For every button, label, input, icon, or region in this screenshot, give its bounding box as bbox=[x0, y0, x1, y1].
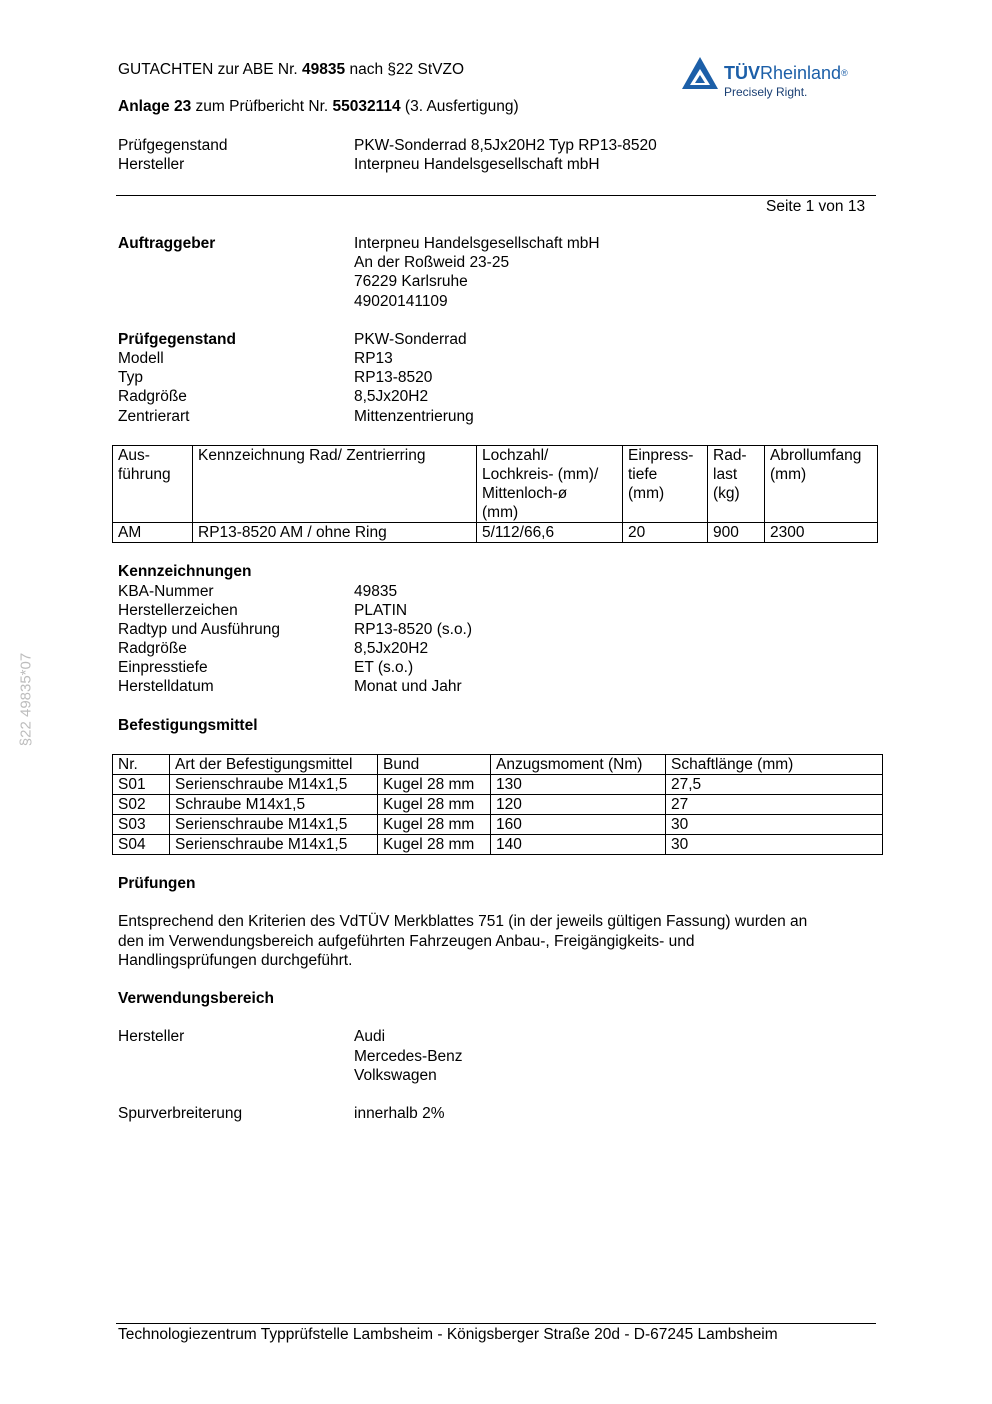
table-row bbox=[113, 815, 883, 835]
marking-row bbox=[118, 639, 878, 658]
report-title bbox=[118, 60, 464, 79]
usage-maker-value: Audi bbox=[354, 1028, 386, 1045]
tests-paragraph-line: Entsprechend den Kriterien des VdTÜV Merkblattes 751 (in der jeweils gültigen Fassung) wurden an bbox=[118, 913, 808, 930]
header-line: (mm) bbox=[628, 485, 665, 502]
header-cell: Nr. bbox=[113, 755, 170, 775]
marking-value: 49835 bbox=[354, 583, 398, 600]
table-cell: 160 bbox=[491, 815, 666, 835]
header-line: Abrollumfang bbox=[770, 447, 862, 464]
header-line: Rad- bbox=[713, 447, 747, 464]
table-row bbox=[113, 795, 883, 815]
marking-value: Monat und Jahr bbox=[354, 678, 462, 695]
test-object-value: PKW-Sonderrad bbox=[354, 331, 467, 348]
table-cell: Serienschraube M14x1,5 bbox=[170, 815, 378, 835]
header-cell: Bund bbox=[378, 755, 491, 775]
header-cell bbox=[113, 446, 193, 523]
header-line: last bbox=[713, 466, 738, 483]
marking-row bbox=[118, 620, 878, 639]
track-widening-value: innerhalb 2% bbox=[354, 1105, 445, 1122]
marking-value: 8,5Jx20H2 bbox=[354, 640, 429, 657]
client-name: Interpneu Handelsgesellschaft mbH bbox=[354, 235, 600, 252]
tests-paragraph-line: Handlingsprüfungen durchgeführt. bbox=[118, 952, 353, 969]
marking-value: RP13-8520 (s.o.) bbox=[354, 621, 473, 638]
marking-label: KBA-Nummer bbox=[118, 583, 214, 600]
header-line: Kennzeichnung Rad/ Zentrierring bbox=[198, 447, 426, 464]
markings-title: Kennzeichnungen bbox=[118, 563, 252, 580]
page-number: Seite 1 von 13 bbox=[766, 198, 866, 215]
tests-paragraph-line: den im Verwendungsbereich aufgeführten Fahrzeugen Anbau-, Freigängigkeits- und bbox=[118, 933, 695, 950]
header-cell bbox=[193, 446, 477, 523]
client-label: Auftraggeber bbox=[118, 235, 216, 252]
spec-row bbox=[118, 368, 878, 387]
table-cell: Kugel 28 mm bbox=[378, 795, 491, 815]
logo-registered: ® bbox=[841, 68, 848, 78]
table-row bbox=[113, 835, 883, 855]
header-cell: Anzugsmoment (Nm) bbox=[491, 755, 666, 775]
table-cell: 30 bbox=[666, 835, 883, 855]
wheel-spec-table bbox=[112, 445, 878, 543]
side-stamp-text: §22 49835*07 bbox=[17, 652, 35, 747]
copy-note: (3. Ausfertigung) bbox=[400, 98, 519, 115]
header-maker-row bbox=[118, 155, 878, 174]
tests-title: Prüfungen bbox=[118, 875, 196, 892]
usage-maker-label: Hersteller bbox=[118, 1028, 185, 1045]
appendix-label: Anlage 23 bbox=[118, 98, 192, 115]
table-cell: 140 bbox=[491, 835, 666, 855]
table-cell: Serienschraube M14x1,5 bbox=[170, 835, 378, 855]
maker-value: Interpneu Handelsgesellschaft mbH bbox=[354, 156, 600, 173]
title-prefix: GUTACHTEN zur ABE Nr. bbox=[118, 61, 303, 78]
client-street: An der Roßweid 23-25 bbox=[354, 254, 510, 271]
abe-number: 49835 bbox=[302, 61, 346, 78]
table-header-row bbox=[113, 755, 883, 775]
header-line: (mm) bbox=[482, 504, 519, 521]
header-cell: Art der Befestigungsmittel bbox=[170, 755, 378, 775]
marking-row bbox=[118, 658, 878, 677]
header-line: Aus- bbox=[118, 447, 150, 464]
appendix-line bbox=[118, 97, 519, 116]
table-cell: RP13-8520 AM / ohne Ring bbox=[193, 523, 477, 543]
table-cell: 900 bbox=[708, 523, 765, 543]
usage-maker-row bbox=[118, 1027, 878, 1046]
marking-row bbox=[118, 677, 878, 696]
fasteners-table bbox=[112, 754, 883, 855]
table-cell: 20 bbox=[623, 523, 708, 543]
footer-divider bbox=[116, 1323, 876, 1324]
spec-value: Mittenzentrierung bbox=[354, 408, 474, 425]
logo-brand bbox=[724, 63, 848, 83]
subject-label: Prüfgegenstand bbox=[118, 137, 228, 154]
table-cell: 130 bbox=[491, 775, 666, 795]
client-id: 49020141109 bbox=[354, 293, 448, 310]
table-cell: 2300 bbox=[765, 523, 878, 543]
table-cell: S03 bbox=[113, 815, 170, 835]
marking-label: Radtyp und Ausführung bbox=[118, 621, 281, 638]
table-cell: Serienschraube M14x1,5 bbox=[170, 775, 378, 795]
track-widening-label: Spurverbreiterung bbox=[118, 1105, 243, 1122]
spec-label: Zentrierart bbox=[118, 408, 190, 425]
header-line: (mm) bbox=[770, 466, 807, 483]
usage-maker-value: Mercedes-Benz bbox=[354, 1048, 463, 1065]
marking-value: ET (s.o.) bbox=[354, 659, 414, 676]
appendix-mid: zum Prüfbericht Nr. bbox=[191, 98, 333, 115]
spec-row bbox=[118, 407, 878, 426]
client-city: 76229 Karlsruhe bbox=[354, 273, 468, 290]
header-line: Einpress- bbox=[628, 447, 694, 464]
fasteners-title: Befestigungsmittel bbox=[118, 717, 258, 734]
header-line: Mittenloch-ø bbox=[482, 485, 568, 502]
logo-brand-rest: Rheinland bbox=[760, 63, 842, 83]
marking-value: PLATIN bbox=[354, 602, 408, 619]
header-cell bbox=[623, 446, 708, 523]
report-number: 55032114 bbox=[332, 98, 401, 115]
spec-label: Typ bbox=[118, 369, 143, 386]
client-city-row bbox=[118, 272, 878, 291]
header-subject-row bbox=[118, 136, 878, 155]
table-cell: Schraube M14x1,5 bbox=[170, 795, 378, 815]
header-cell bbox=[765, 446, 878, 523]
title-suffix: nach §22 StVZO bbox=[345, 61, 465, 78]
spec-row bbox=[118, 387, 878, 406]
table-row bbox=[113, 523, 878, 543]
header-cell: Schaftlänge (mm) bbox=[666, 755, 883, 775]
marking-label: Herstelldatum bbox=[118, 678, 214, 695]
marking-row bbox=[118, 601, 878, 620]
marking-label: Einpresstiefe bbox=[118, 659, 208, 676]
test-object-label: Prüfgegenstand bbox=[118, 331, 236, 348]
usage-maker-value: Volkswagen bbox=[354, 1067, 437, 1084]
table-cell: 30 bbox=[666, 815, 883, 835]
spec-label: Radgröße bbox=[118, 388, 187, 405]
maker-label: Hersteller bbox=[118, 156, 185, 173]
table-cell: 27,5 bbox=[666, 775, 883, 795]
header-line: tiefe bbox=[628, 466, 658, 483]
table-cell: Kugel 28 mm bbox=[378, 835, 491, 855]
tuv-triangle-icon bbox=[680, 55, 720, 91]
header-line: Lochkreis- (mm)/ bbox=[482, 466, 599, 483]
subject-value: PKW-Sonderrad 8,5Jx20H2 Typ RP13-8520 bbox=[354, 137, 657, 154]
spec-value: 8,5Jx20H2 bbox=[354, 388, 429, 405]
tuv-logo bbox=[680, 55, 870, 105]
table-cell: S02 bbox=[113, 795, 170, 815]
table-cell: S04 bbox=[113, 835, 170, 855]
client-id-row bbox=[118, 292, 878, 311]
marking-label: Herstellerzeichen bbox=[118, 602, 238, 619]
header-line: Lochzahl/ bbox=[482, 447, 549, 464]
footer-address: Technologiezentrum Typprüfstelle Lambsheim - Königsberger Straße 20d - D-67245 Lambsheim bbox=[118, 1326, 778, 1343]
marking-row bbox=[118, 582, 878, 601]
header-line: (kg) bbox=[713, 485, 740, 502]
table-cell: Kugel 28 mm bbox=[378, 815, 491, 835]
logo-tagline: Precisely Right. bbox=[724, 85, 808, 99]
spec-row bbox=[118, 349, 878, 368]
table-row bbox=[113, 775, 883, 795]
logo-brand-bold: TÜV bbox=[724, 63, 760, 83]
table-header-row bbox=[113, 446, 878, 523]
usage-title: Verwendungsbereich bbox=[118, 990, 274, 1007]
header-line: führung bbox=[118, 466, 171, 483]
header-cell bbox=[708, 446, 765, 523]
header-divider bbox=[116, 195, 876, 196]
table-cell: 27 bbox=[666, 795, 883, 815]
marking-label: Radgröße bbox=[118, 640, 187, 657]
spec-value: RP13-8520 bbox=[354, 369, 433, 386]
usage-maker-row bbox=[118, 1047, 878, 1066]
track-widening-row bbox=[118, 1104, 878, 1123]
table-cell: 5/112/66,6 bbox=[477, 523, 623, 543]
client-street-row bbox=[118, 253, 878, 272]
usage-maker-row bbox=[118, 1066, 878, 1085]
spec-value: RP13 bbox=[354, 350, 393, 367]
test-object-row bbox=[118, 330, 878, 349]
table-cell: AM bbox=[113, 523, 193, 543]
table-cell: Kugel 28 mm bbox=[378, 775, 491, 795]
spec-label: Modell bbox=[118, 350, 164, 367]
table-cell: 120 bbox=[491, 795, 666, 815]
table-cell: S01 bbox=[113, 775, 170, 795]
client-row bbox=[118, 234, 878, 253]
header-cell bbox=[477, 446, 623, 523]
